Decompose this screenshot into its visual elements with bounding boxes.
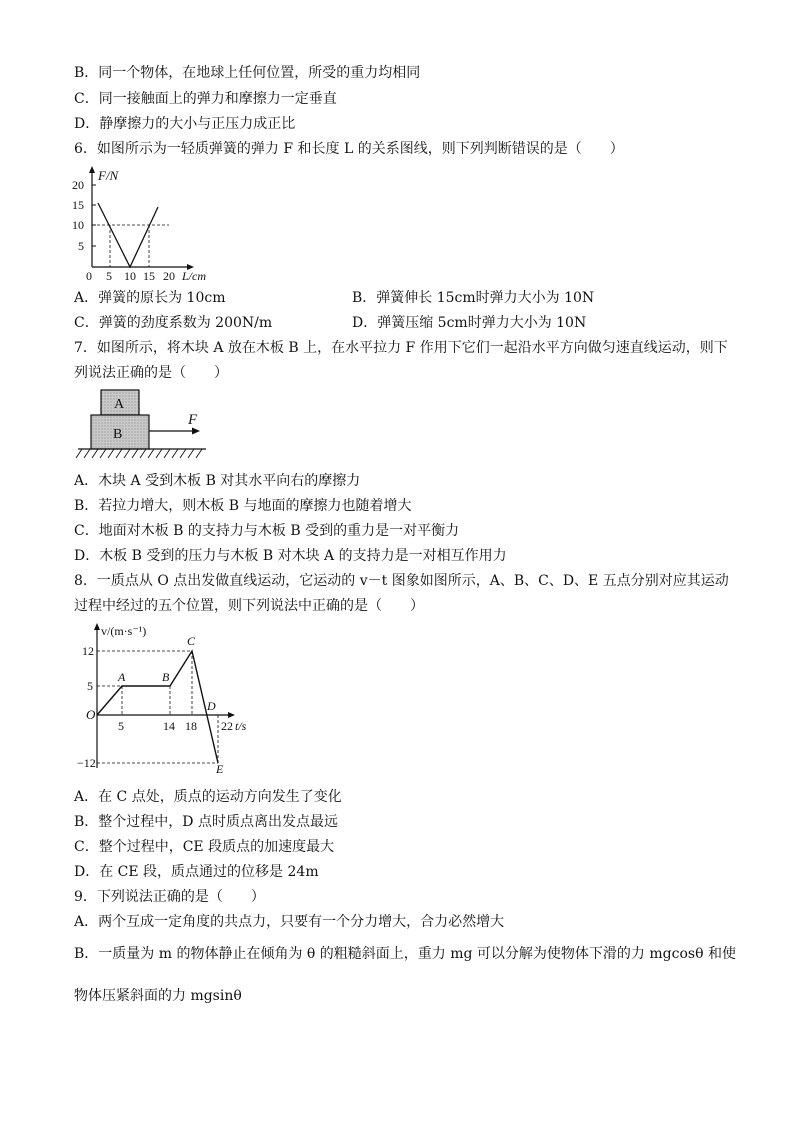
q5-option-b: B．同一个物体，在地球上任何位置，所受的重力均相同 [74,65,421,81]
ground-hatch [76,449,202,458]
q8-option-d: D．在 CE 段，质点通过的位移是 24m [74,864,319,880]
q9-option-a: A．两个互成一定角度的共点力，只要有一个分力增大，合力必然增大 [74,914,505,930]
q8-xtick-22: 22 [221,719,233,733]
q8-point-c: C [187,634,196,648]
q8-ytick-5: 5 [87,679,93,693]
q7-option-c: C．地面对木板 B 的支持力与木板 B 受到的重力是一对平衡力 [74,523,460,539]
q6-xtick-5: 5 [106,269,112,283]
force-label: F [188,412,198,428]
q8-point-e: E [216,762,224,776]
q7-option-b: B．若拉力增大，则木板 B 与地面的摩擦力也随着增大 [74,498,412,514]
q8-point-b: B [162,670,170,684]
q8-xlabel: t/s [235,719,247,733]
q6-xtick-15: 15 [143,269,155,283]
q9-stem: 9．下列说法正确的是（ ） [74,889,265,905]
q8-x-arrow-icon [228,712,235,718]
q6-option-c: C．弹簧的劲度系数为 200N/m [74,315,273,331]
q8-stem-line2: 过程中经过的五个位置，则下列说法中正确的是（ ） [74,598,424,614]
force-arrow-head-icon [192,428,200,435]
q7-stem-line2: 列说法正确的是（ ） [74,365,228,381]
q6-ylabel: F/N [98,168,119,183]
q6-origin: 0 [86,269,92,283]
q8-graph [70,618,260,776]
q6-ytick-5: 5 [78,239,84,253]
q6-option-d: D．弹簧压缩 5cm时弹力大小为 10N [352,315,587,331]
q6-xtick-10: 10 [124,269,136,283]
q6-y-arrow-icon [89,166,95,173]
q5-option-d: D．静摩擦力的大小与正压力成正比 [74,116,296,132]
q6-ytick-20: 20 [72,178,84,192]
q9-option-b-line2: 物体压紧斜面的力 mgsinθ [74,988,242,1004]
q8-option-a: A．在 C 点处，质点的运动方向发生了变化 [74,789,342,805]
q6-ytick-15: 15 [72,198,84,212]
q7-stem-line1: 7．如图所示，将木块 A 放在木板 B 上，在水平拉力 F 作用下它们一起沿水平方向做匀速直线运动，则下 [74,340,728,356]
q8-y-arrow-icon [94,623,100,630]
q8-point-d: D [207,699,216,713]
q8-ytick-12: 12 [82,644,94,658]
q6-ytick-10: 10 [72,218,84,232]
q5-option-c: C．同一接触面上的弹力和摩擦力一定垂直 [74,91,337,107]
q8-velocity-line [97,651,218,763]
q6-option-a: A．弹簧的原长为 10cm [74,290,226,306]
q8-stem-line1: 8．一质点从 O 点出发做直线运动，它运动的 v－t 图象如图所示，A、B、C、D、E 五点分别对应其运动 [74,573,729,589]
q8-xtick-18: 18 [185,719,197,733]
q6-xlabel: L/cm [182,269,206,283]
q6-graph [70,162,220,284]
q6-stem: 6．如图所示为一轻质弹簧的弹力 F 和长度 L 的关系图线，则下列判断错误的是（ ） [74,141,624,157]
q8-point-o: O [86,707,96,722]
q6-option-b: B．弹簧伸长 15cm时弹力大小为 10N [352,290,595,306]
q9-option-b-line1: B．一质量为 m 的物体静止在倾角为 θ 的粗糙斜面上，重力 mg 可以分解为使物体下滑的力 mgcosθ 和使 [74,946,736,962]
q8-ytick-neg12: −12 [77,756,96,770]
block-b-label: B [113,427,123,442]
q7-option-a: A．木块 A 受到木板 B 对其水平向右的摩擦力 [74,473,361,489]
q6-xtick-20: 20 [163,269,175,283]
block-a-label: A [114,397,125,412]
q8-option-b: B．整个过程中，D 点时质点离出发点最远 [74,814,338,830]
q8-xtick-5: 5 [118,719,124,733]
q8-option-c: C．整个过程中，CE 段质点的加速度最大 [74,839,335,855]
q8-point-a: A [118,670,126,684]
q8-xtick-14: 14 [163,719,175,733]
q7-diagram [74,386,214,462]
q7-option-d: D．木板 B 受到的压力与木板 B 对木块 A 的支持力是一对相互作用力 [74,548,507,564]
q8-ylabel: v/(m·s⁻¹) [101,624,147,638]
